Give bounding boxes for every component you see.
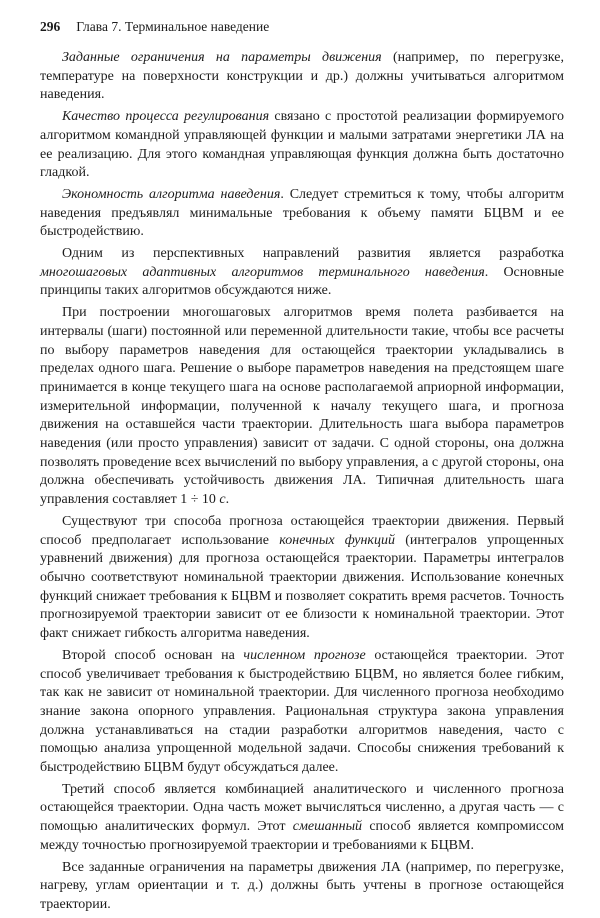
paragraph-motion-constraints bbox=[40, 49, 564, 105]
paragraph-text: При построении многошаговых алгоритмов время полета разбивается на интервалы (шаги) постоянной или переменной длительности такие, чтобы все расчеты по выбору параметров наведения для остающейся траектории укладывались в пределах одного шага. Решение о выборе параметров наведения на предстоящем шаге принимается в конце текущего шага на основе располагаемой априорной информации, измерительной информации, полученной к началу текущего шага, и прогноза движения на оставшейся части траектории. Длительность шага выбора параметров наведения (или просто управления) зависит от задачи. С одной стороны, она должна позволять проведение всех вычислений по выбору управления, а с другой стороны, она должна обеспечивать устойчивость движения ЛА. Типичная длительность шага управления составляет 1 ÷ 10 bbox=[40, 305, 564, 508]
emphasis-term: многошаговых адаптивных алгоритмов терминального наведения bbox=[40, 264, 485, 280]
paragraph-text: связано с простотой реализации формируемого алгоритмом командной управляющей функции и малыми затратами энергетики ЛА на ее реализацию. Для этого командная управляющая функция должна быть достаточно гладкой. bbox=[40, 109, 564, 181]
paragraph-regulation-quality bbox=[40, 108, 564, 183]
paragraph-text: . bbox=[225, 492, 230, 508]
paragraph-second-method bbox=[40, 647, 564, 778]
paragraph-multistep-construction bbox=[40, 304, 564, 510]
paragraph-text: Существуют три способа прогноза остающейся траектории движения. Первый способ предполагает использование bbox=[40, 513, 564, 548]
paragraph-text: Второй способ основан на bbox=[62, 647, 244, 663]
paragraph-text: (интегралов упрощенных уравнений движения) для прогноза остающейся траектории. Параметры интегралов обычно соответствуют номинальной траектории движения. Использование конечных функций снижает требования к БЦВМ и позволяет сократить время расчетов. Точность прогнозируемой траектории зависит от ее близости к номинальной траектории. Этот факт снижает гибкость алгоритма наведения. bbox=[40, 532, 564, 642]
paragraph-text: Третий способ является комбинацией аналитического и численного прогноза остающейся траектории. Одна часть может вычисляться численно, а другая часть — с помощью аналитических формул. Этот bbox=[40, 781, 564, 835]
emphasis-term: Заданные ограничения на параметры движения bbox=[62, 50, 382, 65]
paragraph-text: (например, по перегрузке, температуре на поверхности конструкции и др.) должны учитываться алгоритмом наведения. bbox=[40, 50, 564, 103]
paragraph-guidance-economy bbox=[40, 186, 564, 242]
page-number: 296 bbox=[40, 19, 61, 34]
paragraph-first-method bbox=[40, 513, 564, 644]
paragraph-text: Все заданные ограничения на параметры движения ЛА (например, по перегрузке, нагреву, углам ориентации и т. д.) должны быть учтены в прогнозе остающейся траектории. bbox=[40, 859, 564, 912]
chapter-title: Глава 7. Терминальное наведение bbox=[76, 19, 270, 34]
emphasis-term: Качество процесса регулирования bbox=[62, 109, 270, 125]
emphasis-term: смешанный bbox=[292, 819, 363, 835]
running-head bbox=[40, 18, 564, 36]
paragraph-constraints-in-forecast bbox=[40, 859, 564, 915]
paragraph-text: остающейся траектории. Этот способ увеличивает требования к быстродействию БЦВМ, но является более гибким, так как не зависит от номинальной траектории. Для численного прогноза необходимо знание закона опорного управления. Рациональная структура закона управления должна устанавливаться на стадии разработки алгоритмов наведения, часто с помощью анализа упрощенной модельной задачи. Способы снижения требований к быстродействию БЦВМ будут обсуждаться далее. bbox=[40, 647, 565, 776]
emphasis-term: численном прогнозе bbox=[243, 647, 366, 663]
paragraph-text: Одним из перспективных направлений развития является разработка bbox=[62, 246, 564, 262]
paragraph-third-method bbox=[40, 781, 564, 856]
paragraph-text: . Следует стремиться к тому, чтобы алгоритм наведения предъявлял минимальные требования к объему памяти БЦВМ и ее быстродействию. bbox=[40, 186, 564, 240]
paragraph-text: способ является компромиссом между точностью прогнозируемой траектории и требованиями к БЦВМ. bbox=[40, 819, 564, 853]
emphasis-term: конечных функций bbox=[279, 532, 395, 548]
document-page bbox=[40, 18, 564, 918]
emphasis-unit: с bbox=[219, 492, 226, 508]
paragraph-text: . Основные принципы таких алгоритмов обсуждаются ниже. bbox=[40, 264, 564, 299]
paragraph-multistep-intro bbox=[40, 245, 564, 301]
emphasis-term: Экономность алгоритма наведения bbox=[62, 186, 281, 202]
